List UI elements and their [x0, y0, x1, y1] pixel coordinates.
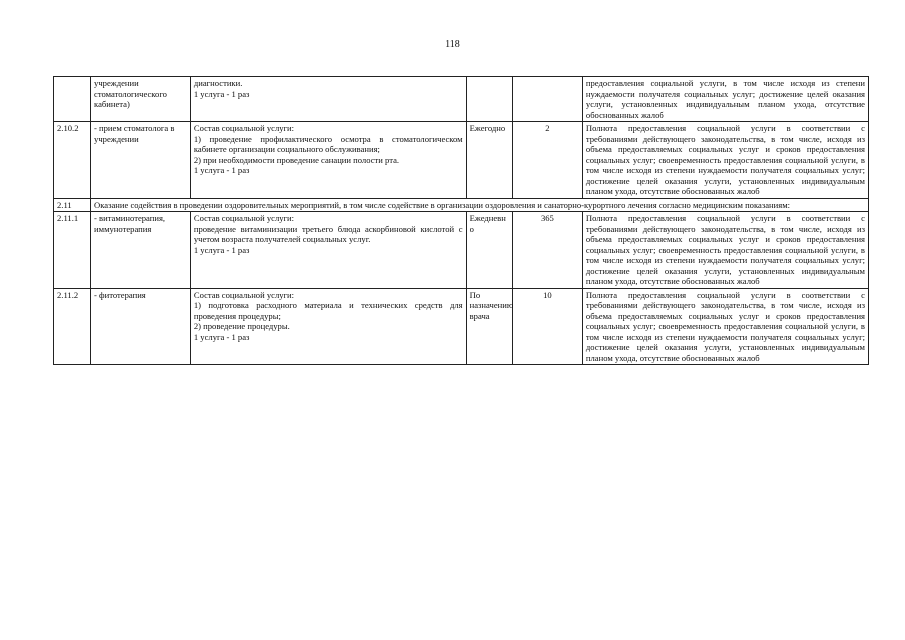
service-quality: предоставления социальной услуги, в том числе исходя из степени нуждаемости получателя социальных услуг; достижение целей оказания услуги, установленных индивидуальным планом ухода, отсутствие обоснованных жалоб	[582, 77, 868, 122]
content-line: Состав социальной услуги:	[193, 213, 295, 223]
service-volume: 2	[512, 122, 582, 199]
service-volume: 365	[512, 212, 582, 289]
service-number: 2.11.2	[54, 288, 91, 365]
service-name: - фитотерапия	[91, 288, 191, 365]
service-period	[466, 77, 512, 122]
service-content	[190, 288, 466, 365]
section-title: Оказание содействия в проведении оздоровительных мероприятий, в том числе содействие в организации оздоровления и санаторно-курортного лечения согласно медицинским показаниям:	[91, 198, 869, 212]
service-volume	[512, 77, 582, 122]
content-line: 2) при необходимости проведение санации полости рта.	[193, 154, 400, 165]
content-line: 1) проведение профилактического осмотра в стоматологическом кабинете организации социального обслуживания;	[193, 133, 463, 154]
content-line: 1 услуга - 1 раз	[193, 331, 250, 342]
page-number: 118	[445, 39, 460, 50]
content-line: 1 услуга - 1 раз	[193, 165, 250, 175]
service-name: учреждении стоматологического кабинета)	[91, 77, 191, 122]
service-name: - витаминотерапия, иммунотерапия	[91, 212, 191, 289]
service-number: 2.10.2	[54, 122, 91, 199]
service-number	[54, 77, 91, 122]
content-line: диагностики.	[193, 78, 243, 88]
service-quality: Полнота предоставления социальной услуги в соответствии с требованиями действующего законодательства, в том числе, исходя из объема предоставляемых социальных услуг и сроков предоставления социальных услуг; своевременность предоставления социальной услуги, в том числе исходя из степени нуждаемости получателя социальных услуг; достижение целей оказания услуги, установленных индивидуальным планом ухода, отсутствие обоснованных жалоб	[582, 122, 868, 199]
service-content	[190, 212, 466, 289]
section-number: 2.11	[54, 198, 91, 212]
service-content	[190, 122, 466, 199]
table-row	[54, 77, 869, 122]
content-line: 1 услуга - 1 раз	[193, 88, 250, 99]
service-period: Ежедневно	[466, 212, 512, 289]
service-content	[190, 77, 466, 122]
service-period: Ежегодно	[466, 122, 512, 199]
content-line: 1 услуга - 1 раз	[193, 244, 250, 255]
service-volume: 10	[512, 288, 582, 365]
service-name: - прием стоматолога в учреждении	[91, 122, 191, 199]
service-quality: Полнота предоставления социальной услуги в соответствии с требованиями действующего законодательства, в том числе, исходя из объема предоставляемых социальных услуг и сроков предоставления социальных услуг; своевременность предоставления социальной услуги, в том числе исходя из степени нуждаемости получателя социальных услуг; достижение целей оказания услуги, установленных индивидуальным планом ухода, отсутствие обоснованных жалоб	[582, 288, 868, 365]
content-line: проведение витаминизации третьего блюда аскорбиновой кислотой с учетом возраста получателей социальных услуг.	[193, 223, 463, 244]
service-period: По назначению врача	[466, 288, 512, 365]
table-row	[54, 288, 869, 365]
table-row	[54, 212, 869, 289]
services-table	[53, 76, 869, 365]
content-line: 1) подготовка расходного материала и технических средств для проведения процедуры;	[193, 300, 463, 321]
content-line: Состав социальной услуги:	[193, 289, 295, 300]
table-row	[54, 122, 869, 199]
service-quality: Полнота предоставления социальной услуги в соответствии с требованиями действующего законодательства, в том числе, исходя из объема предоставляемых социальных услуг и сроков предоставления социальных услуг; своевременность предоставления социальной услуги, в том числе исходя из степени нуждаемости получателя социальных услуг; достижение целей оказания услуги, установленных индивидуальным планом ухода, отсутствие обоснованных жалоб	[582, 212, 868, 289]
content-line: 2) проведение процедуры.	[193, 321, 290, 331]
service-number: 2.11.1	[54, 212, 91, 289]
section-row	[54, 198, 869, 212]
content-line: Состав социальной услуги:	[193, 123, 295, 133]
